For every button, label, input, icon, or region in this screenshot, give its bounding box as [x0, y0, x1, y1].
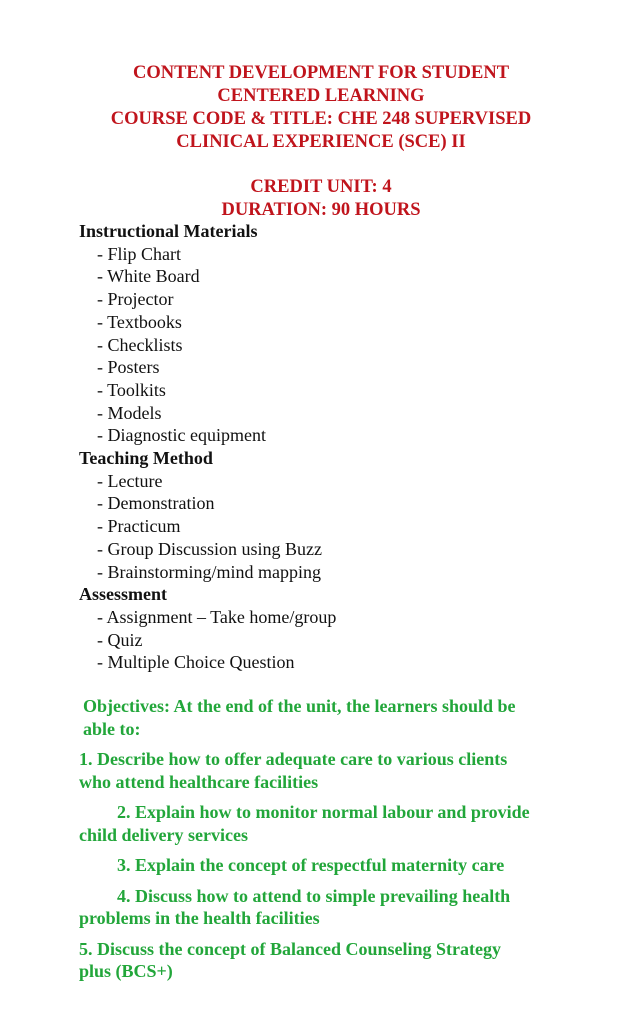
objective-item — [79, 854, 579, 877]
list-item: - Diagnostic equipment — [97, 425, 266, 446]
list-item: - Posters — [97, 357, 160, 378]
objective-line: problems in the health facilities — [79, 908, 320, 928]
header-line-3: COURSE CODE & TITLE: CHE 248 SUPERVISED — [110, 109, 532, 129]
list-item: - Quiz — [97, 629, 143, 650]
header-line-1: CONTENT DEVELOPMENT FOR STUDENT — [132, 63, 510, 83]
objectives-section — [79, 695, 579, 991]
objective-line: who attend healthcare facilities — [79, 771, 319, 792]
objective-item — [79, 801, 579, 846]
list-item: - Checklists — [97, 334, 183, 355]
duration: DURATION: 90 HOURS — [221, 200, 421, 220]
credit-unit: CREDIT UNIT: 4 — [250, 177, 392, 197]
list-item: - Group Discussion using Buzz — [97, 538, 322, 559]
objective-line: 4. Discuss how to attend to simple prevailing health — [117, 885, 511, 906]
list-item: - Models — [97, 402, 162, 423]
objective-item — [79, 748, 579, 793]
list-item: - Assignment – Take home/group — [97, 606, 337, 627]
objective-line: child delivery services — [79, 824, 248, 845]
objective-item — [79, 885, 579, 930]
list-item: - Toolkits — [97, 379, 166, 400]
list-item: - Projector — [97, 289, 174, 310]
objective-line: 1. Describe how to offer adequate care to various clients — [79, 749, 508, 769]
header-line-2: CENTERED LEARNING — [217, 86, 425, 106]
objective-line: 3. Explain the concept of respectful maternity care — [117, 855, 505, 875]
list-item: - Practicum — [97, 516, 181, 537]
list-item: - Flip Chart — [97, 243, 181, 264]
objective-item — [79, 938, 579, 983]
list-item: - Lecture — [97, 470, 163, 491]
list-item: - Brainstorming/mind mapping — [97, 561, 321, 582]
objective-line: 2. Explain how to monitor normal labour and provide — [117, 802, 530, 822]
objective-line: 5. Discuss the concept of Balanced Counseling Strategy — [79, 938, 501, 959]
header-line-4: CLINICAL EXPERIENCE (SCE) II — [176, 132, 466, 152]
objectives-intro — [79, 695, 579, 740]
list-item: - Textbooks — [97, 311, 182, 332]
list-item: - White Board — [97, 266, 200, 287]
document-header — [40, 62, 602, 222]
teaching-method-title: Teaching Method — [79, 448, 213, 469]
objective-line: plus (BCS+) — [79, 961, 173, 981]
objectives-intro-line-1: Objectives: At the end of the unit, the learners should be — [83, 696, 516, 716]
objectives-intro-line-2: able to: — [83, 718, 141, 739]
assessment-title: Assessment — [79, 584, 167, 605]
list-item: - Demonstration — [97, 493, 215, 514]
list-item: - Multiple Choice Question — [97, 652, 295, 673]
course-details — [79, 220, 619, 674]
instructional-materials-title: Instructional Materials — [79, 221, 258, 241]
